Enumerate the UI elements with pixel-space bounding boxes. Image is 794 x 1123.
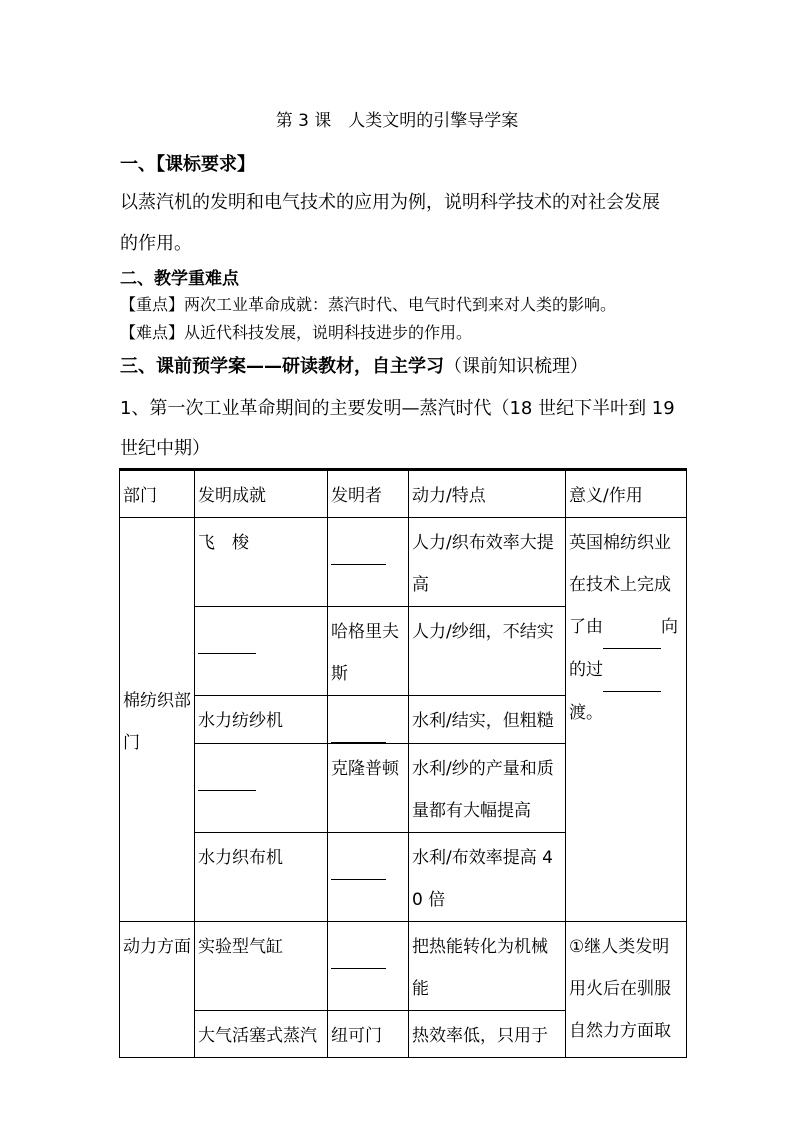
inventor-cell	[328, 833, 409, 922]
invention-cell	[195, 744, 328, 833]
feature-cell: 热效率低，只用于	[409, 1011, 566, 1058]
inventor-cell	[328, 922, 409, 1011]
table-row	[120, 518, 687, 607]
col-header-dept: 部门	[120, 470, 195, 518]
feature-cell: 水利/结实，但粗糙	[409, 696, 566, 744]
dept-power-cell: 动力方面	[120, 922, 195, 1058]
col-header-feature: 动力/特点	[409, 470, 566, 518]
table-header-row	[120, 470, 687, 518]
preview-heading-note: （课前知识梳理）	[444, 356, 588, 377]
textile-meaning-cell: 英国棉纺织业在技术上完成了由 向的过 渡。	[566, 518, 687, 922]
power-meaning-cell: ①继人类发明用火后在驯服自然力方面取	[566, 922, 687, 1058]
item1-line2: 世纪中期）	[120, 438, 210, 459]
invention-cell: 实验型气缸	[195, 922, 328, 1011]
inventor-cell: 哈格里夫斯	[328, 607, 409, 696]
inventions-table	[119, 468, 687, 1058]
section-heading-curriculum: 一、【课标要求】	[120, 154, 255, 175]
invention-cell: 水力纺纱机	[195, 696, 328, 744]
inventor-cell	[328, 518, 409, 607]
col-header-inventor: 发明者	[328, 470, 409, 518]
difficult-point-text: 【难点】从近代科技发展，说明科技进步的作用。	[120, 323, 473, 342]
feature-cell: 水利/纱的产量和质量都有大幅提高	[409, 744, 566, 833]
inventor-cell: 克隆普顿	[328, 744, 409, 833]
section-heading-key-points: 二、教学重难点	[120, 269, 239, 289]
feature-cell: 水利/布效率提高 40 倍	[409, 833, 566, 922]
feature-cell: 把热能转化为机械能	[409, 922, 566, 1011]
inventor-cell	[328, 696, 409, 744]
feature-cell: 人力/织布效率大提高	[409, 518, 566, 607]
invention-cell: 大气活塞式蒸汽	[195, 1011, 328, 1058]
section-heading-preview	[120, 352, 588, 378]
table-row	[120, 922, 687, 1011]
invention-cell: 飞 梭	[195, 518, 328, 607]
invention-cell: 水力织布机	[195, 833, 328, 922]
preview-heading-bold: 三、课前预学案——研读教材，自主学习	[120, 356, 444, 377]
feature-cell: 人力/纱细，不结实	[409, 607, 566, 696]
inventor-cell: 纽可门	[328, 1011, 409, 1058]
dept-textile-cell: 棉纺织部门	[120, 518, 195, 922]
key-point-text: 【重点】两次工业革命成就：蒸汽时代、电气时代到来对人类的影响。	[120, 295, 617, 314]
curriculum-text-line2: 的作用。	[120, 233, 192, 254]
curriculum-text-line1: 以蒸汽机的发明和电气技术的应用为例，说明科学技术的对社会发展	[120, 192, 660, 213]
page-title: 第 3 课 人类文明的引擎导学案	[275, 111, 519, 131]
item1-line1: 1、第一次工业革命期间的主要发明—蒸汽时代（18 世纪下半叶到 19	[120, 398, 675, 419]
col-header-invention: 发明成就	[195, 470, 328, 518]
col-header-meaning: 意义/作用	[566, 470, 687, 518]
invention-cell	[195, 607, 328, 696]
